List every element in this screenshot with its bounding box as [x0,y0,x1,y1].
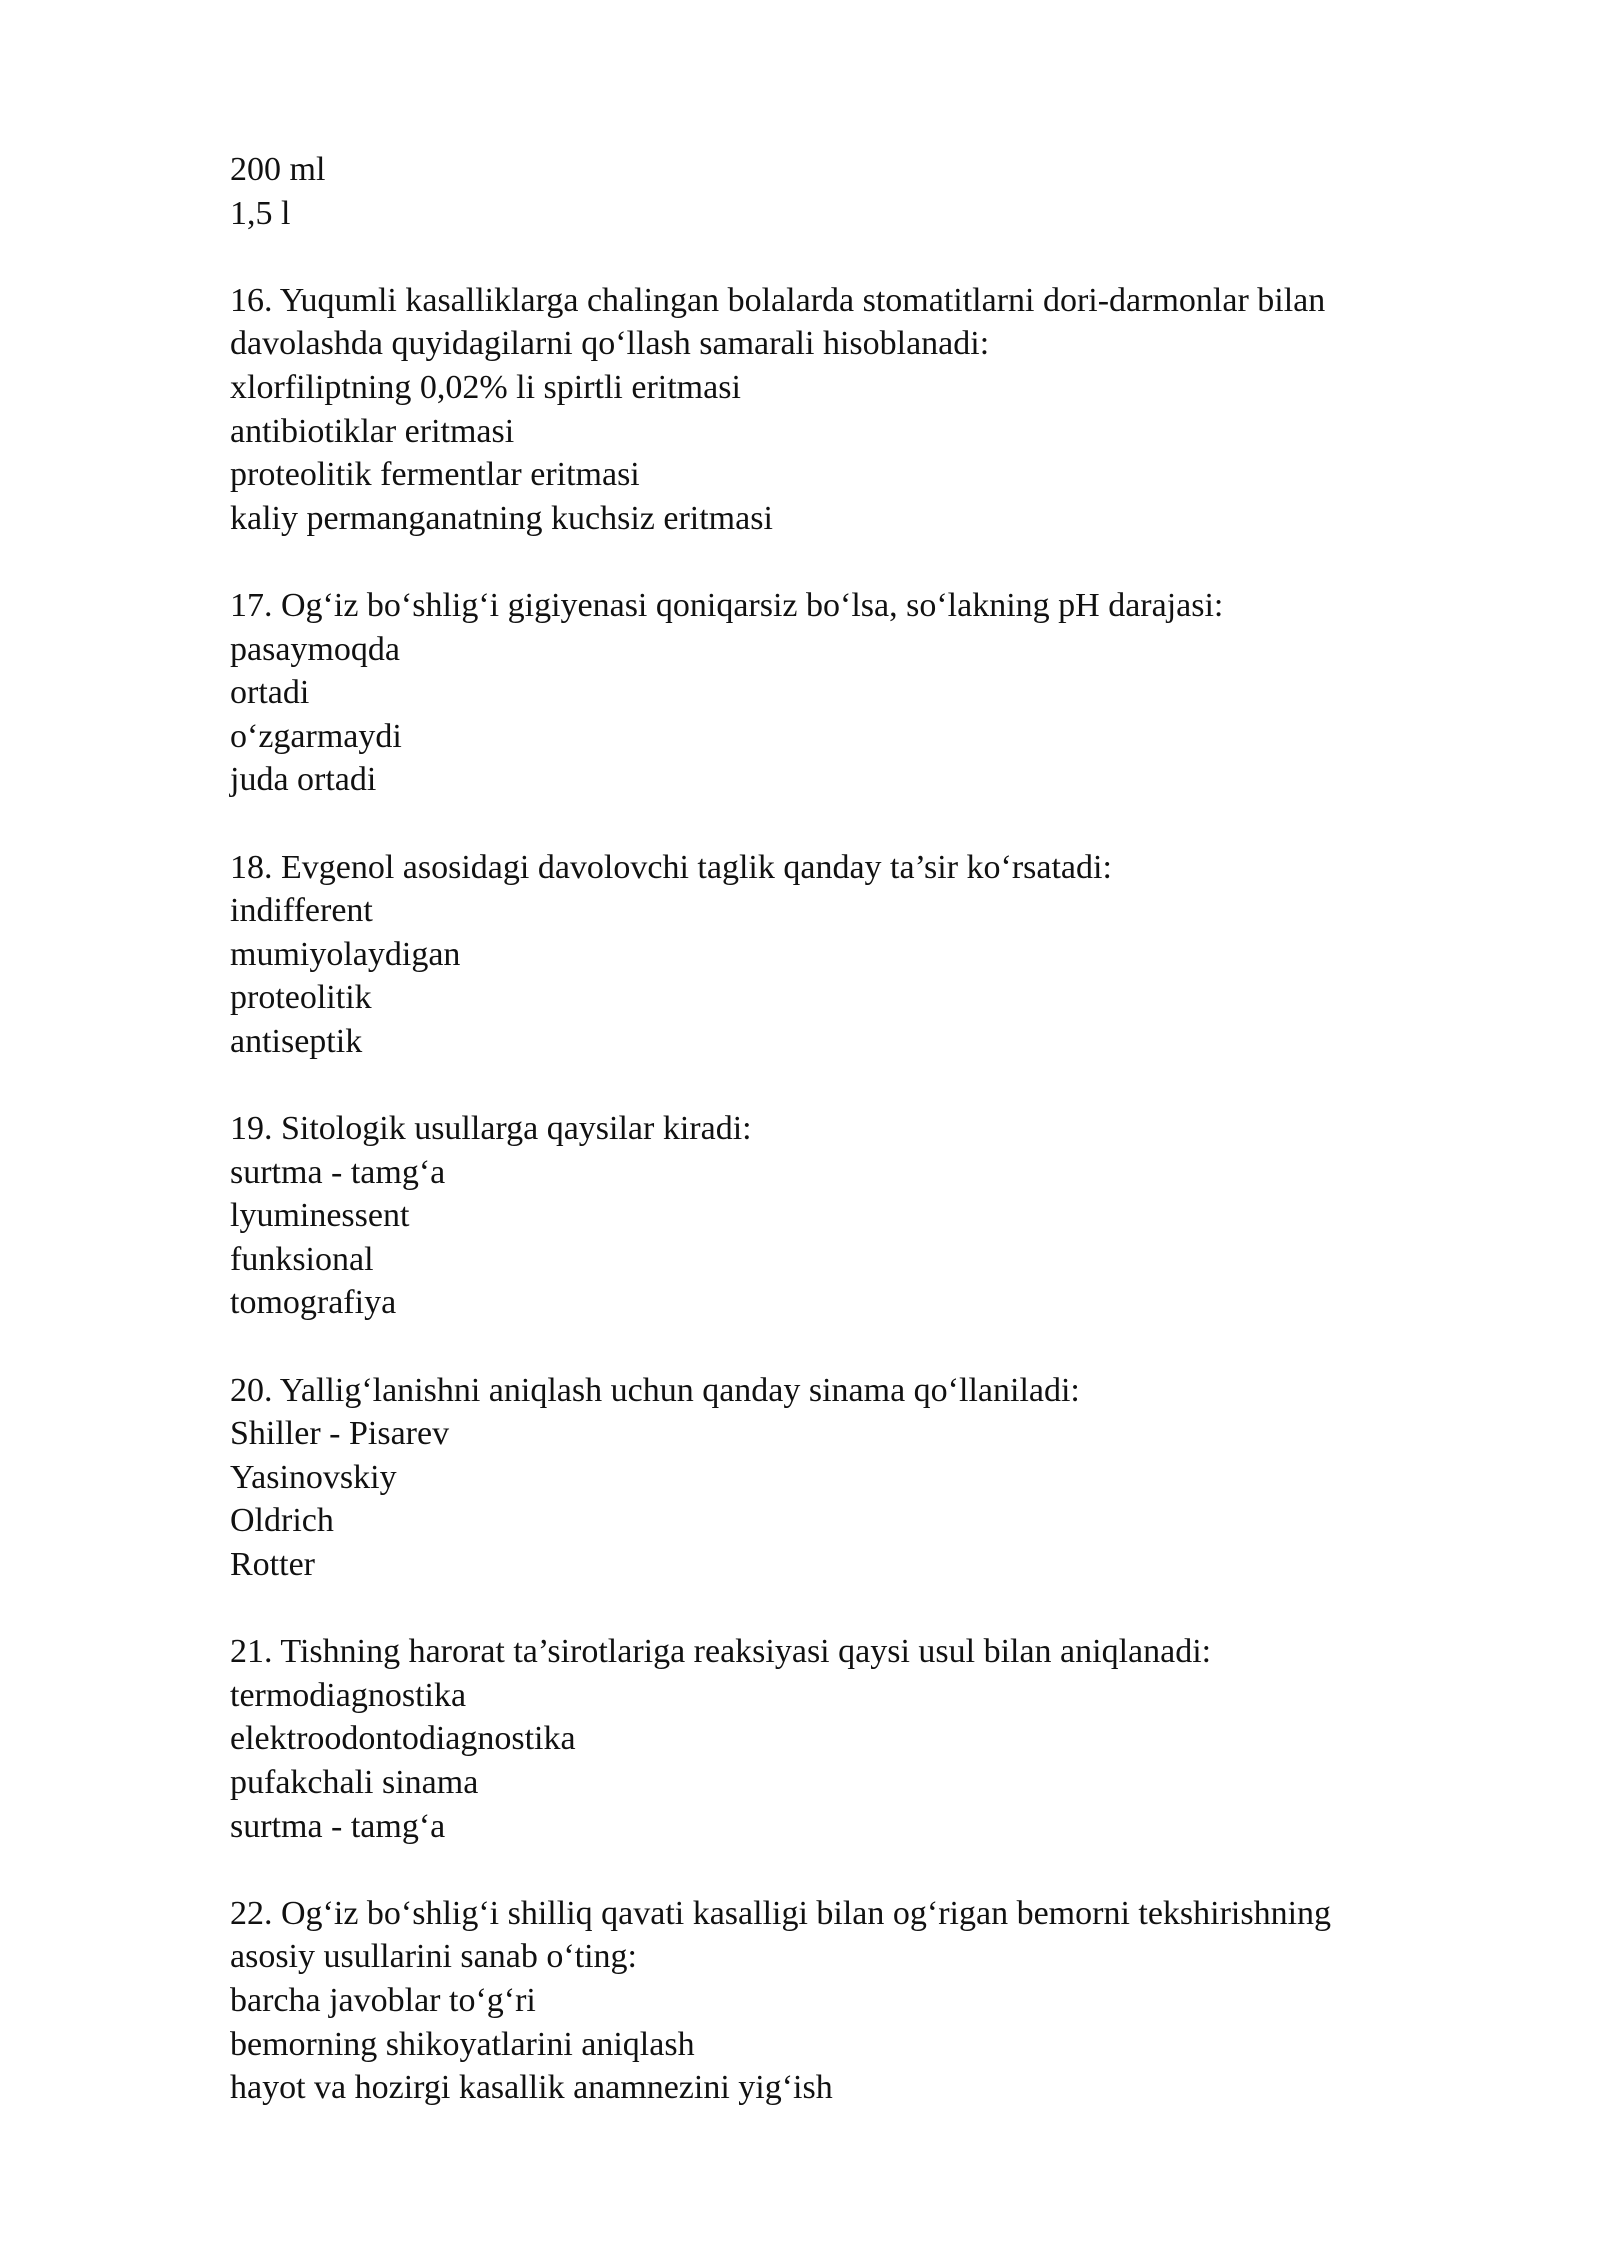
question-text: asosiy usullarini sanab o‘ting: [230,1938,638,1976]
answer-option: kaliy permanganatning kuchsiz eritmasi [230,499,773,537]
question-block-21 [230,1630,1480,1848]
intro-line: 1,5 l [230,194,291,232]
answer-option: Shiller - Pisarev [230,1415,450,1453]
spacer [230,1325,1480,1369]
answer-option: Oldrich [230,1502,334,1540]
question-text: 18. Evgenol asosidagi davolovchi taglik qanday ta’sir ko‘rsatadi: [230,848,1112,886]
answer-option: o‘zgarmaydi [230,717,402,755]
answer-option: mumiyolaydigan [230,935,461,973]
spacer [230,802,1480,846]
question-text: 20. Yallig‘lanishni aniqlash uchun qanday sinama qo‘llaniladi: [230,1371,1080,1409]
answer-option: elektroodontodiagnostika [230,1720,576,1758]
answer-option: funksional [230,1240,374,1278]
answer-option: pasaymoqda [230,630,400,668]
question-text: 16. Yuqumli kasalliklarga chalingan bolalarda stomatitlarni dori-darmonlar bilan [230,281,1326,319]
answer-option: proteolitik fermentlar eritmasi [230,456,640,494]
answer-option: surtma - tamg‘a [230,1807,446,1845]
spacer [230,1063,1480,1107]
answer-option: Yasinovskiy [230,1458,397,1496]
spacer [230,1587,1480,1631]
question-block-19 [230,1107,1480,1325]
answer-option: termodiagnostika [230,1676,467,1714]
question-block-20 [230,1369,1480,1587]
question-text: 21. Tishning harorat ta’sirotlariga reaksiyasi qaysi usul bilan aniqlanadi: [230,1633,1212,1671]
spacer [230,1848,1480,1892]
answer-option: antiseptik [230,1022,363,1060]
question-block-17 [230,584,1480,802]
question-text: 17. Og‘iz bo‘shlig‘i gigiyenasi qoniqarsiz bo‘lsa, so‘lakning pH darajasi: [230,586,1224,624]
question-block-22 [230,1892,1480,2110]
answer-option: lyuminessent [230,1197,410,1235]
question-text: 22. Og‘iz bo‘shlig‘i shilliq qavati kasalligi bilan og‘rigan bemorni tekshirishning [230,1894,1332,1932]
answer-option: Rotter [230,1546,315,1583]
spacer [230,235,1480,279]
answer-option: tomografiya [230,1284,397,1322]
document-page [230,148,1480,2110]
question-text: davolashda quyidagilarni qo‘llash samarali hisoblanadi: [230,325,990,363]
answer-option: bemorning shikoyatlarini aniqlash [230,2025,695,2063]
intro-line: 200 ml [230,151,326,188]
answer-option: surtma - tamg‘a [230,1153,446,1191]
question-block-16 [230,279,1480,541]
intro-block [230,148,1480,235]
question-block-18 [230,846,1480,1064]
answer-option: proteolitik [230,979,372,1017]
answer-option: juda ortadi [230,761,377,799]
answer-option: pufakchali sinama [230,1763,479,1801]
answer-option: hayot va hozirgi kasallik anamnezini yig‘ish [230,2069,833,2107]
answer-option: indifferent [230,892,373,930]
question-text: 19. Sitologik usullarga qaysilar kiradi: [230,1110,752,1148]
spacer [230,540,1480,584]
answer-option: ortadi [230,674,310,712]
answer-option: antibiotiklar eritmasi [230,412,515,450]
answer-option: xlorfiliptning 0,02% li spirtli eritmasi [230,368,741,406]
answer-option: barcha javoblar to‘g‘ri [230,1981,536,2019]
